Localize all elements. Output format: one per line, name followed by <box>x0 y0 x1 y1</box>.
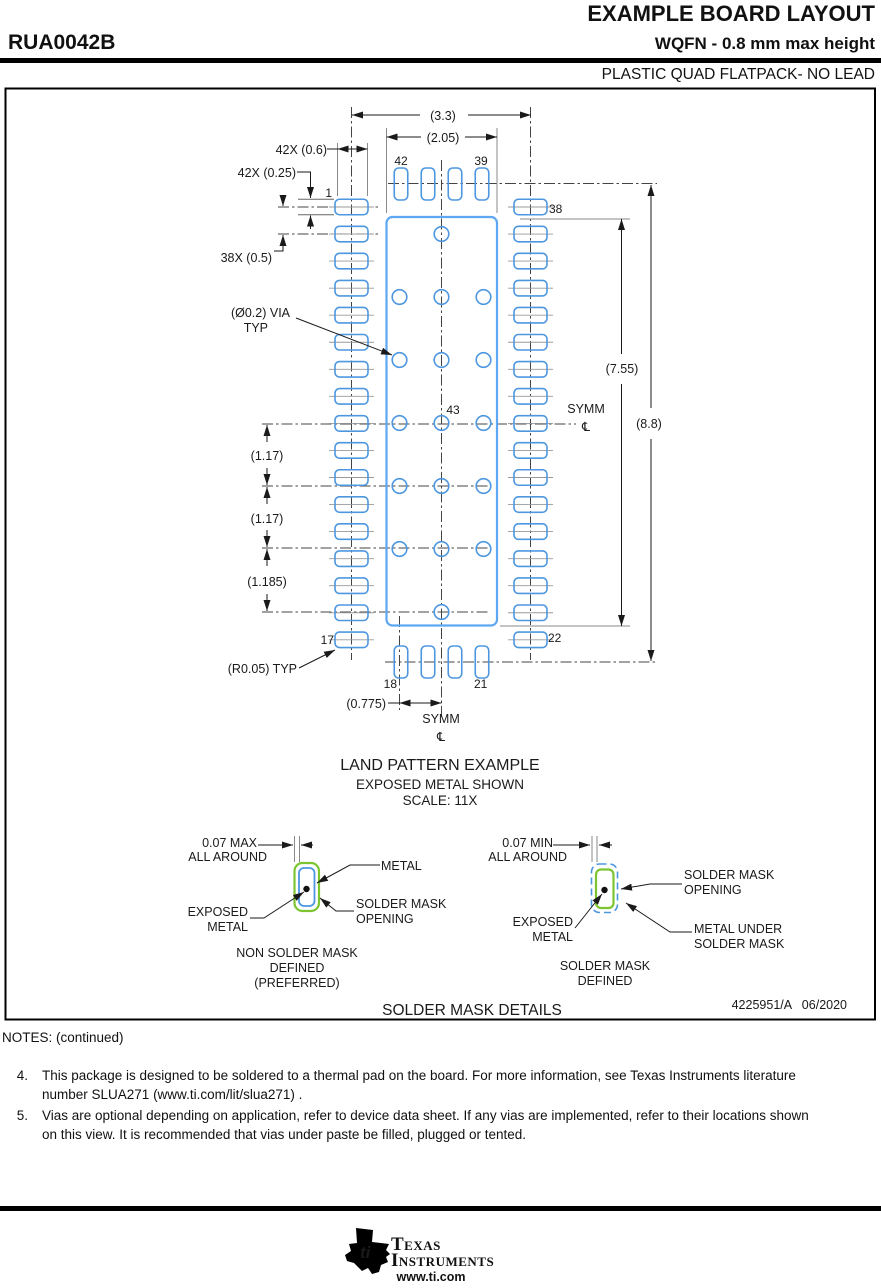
dim-bottom-offset-label: (0.775) <box>346 697 386 711</box>
nsmd-opening-line2: OPENING <box>356 912 414 926</box>
pin-42-label: 42 <box>394 154 408 168</box>
note-number: 5. <box>16 1107 28 1123</box>
symm-label-right: SYMM <box>567 402 605 416</box>
dim-overall-width-label: (3.3) <box>430 109 456 123</box>
ti-logo-icon <box>343 1227 391 1275</box>
smd-caption-line1: SOLDER MASK <box>559 959 651 973</box>
dim-corner-radius-label: (R0.05) TYP <box>227 662 297 676</box>
smd-dim-line1: 0.07 MIN <box>502 836 553 850</box>
note-text: This package is designed to be soldered to a thermal pad on the board. For more information, see Texas Instruments literature number SLUA271 (www.ti.com/lit/slua271) . <box>42 1067 796 1102</box>
via <box>476 290 491 305</box>
pin-22-label: 22 <box>548 631 562 645</box>
note-text: Vias are optional depending on application, refer to device data sheet. If any vias are implemented, refer to their locations shown on this view. It is recommended that vias under paste be filled, plugged or tented. <box>42 1107 809 1142</box>
smd-exposed-line1: EXPOSED <box>512 915 573 929</box>
dim-thermal-height-label: (7.55) <box>605 362 639 376</box>
smd-caption-line2: DEFINED <box>577 974 633 988</box>
nsmd-exposed-line2: METAL <box>207 920 248 934</box>
dim-pad-length-label: 42X (0.6) <box>275 143 327 157</box>
via <box>392 416 407 431</box>
part-number: RUA0042B <box>8 31 116 54</box>
pin-17-label: 17 <box>320 633 334 647</box>
solder-mask-details-title: SOLDER MASK DETAILS <box>382 1002 562 1019</box>
note-number: 4. <box>16 1067 28 1083</box>
via <box>392 353 407 368</box>
nsmd-caption-line3: (PREFERRED) <box>254 976 340 990</box>
smd-dim-line2: ALL AROUND <box>488 850 567 864</box>
via <box>476 353 491 368</box>
page-title: EXAMPLE BOARD LAYOUT <box>587 1 875 26</box>
smd-under-line2: SOLDER MASK <box>694 937 785 951</box>
pin-43-label: 43 <box>446 403 460 417</box>
land-pattern-scale: SCALE: 11X <box>402 793 478 808</box>
dim-thermal-width-label: (2.05) <box>426 131 460 145</box>
land-pattern-subtitle: EXPOSED METAL SHOWN <box>355 777 525 792</box>
smd-under-line1: METAL UNDER <box>694 922 783 936</box>
leader-lines <box>296 318 392 668</box>
pin-1-label: 1 <box>325 186 332 200</box>
package-height-subtitle: WQFN - 0.8 mm max height <box>654 34 875 53</box>
nsmd-exposed-line1: EXPOSED <box>187 905 248 919</box>
centerline-symbol-bottom: ℄ <box>436 730 446 744</box>
dim-via-pitch2-label: (1.17) <box>250 512 284 526</box>
via <box>392 290 407 305</box>
via <box>392 542 407 557</box>
smd-exposed-line2: METAL <box>532 930 573 944</box>
footer-rule <box>0 1206 881 1211</box>
via-note-line2: TYP <box>243 321 268 335</box>
pin-21-label: 21 <box>474 677 488 691</box>
package-type: PLASTIC QUAD FLATPACK- NO LEAD <box>601 66 875 83</box>
via-note-line1: (Ø0.2) VIA <box>230 306 290 320</box>
symm-label-bottom: SYMM <box>422 712 460 726</box>
detail-smd-figure <box>553 836 692 932</box>
smd-exposed-metal-dot <box>601 887 607 893</box>
dim-pad-width-label: 42X (0.25) <box>237 166 296 180</box>
doc-revision-number: 4225951/A 06/2020 <box>731 998 847 1012</box>
dim-via-pitch1-label: (1.17) <box>250 449 284 463</box>
nsmd-dim-line1: 0.07 MAX <box>202 836 257 850</box>
via <box>476 416 491 431</box>
note-item-4 <box>0 1066 875 1105</box>
pin-18-label: 18 <box>383 677 397 691</box>
smd-opening-line2: OPENING <box>684 883 742 897</box>
svg-text:ti: ti <box>360 1243 371 1262</box>
via <box>476 542 491 557</box>
nsmd-caption-line1: NON SOLDER MASK <box>236 946 358 960</box>
notes-section <box>0 1028 875 1146</box>
nsmd-dim-line2: ALL AROUND <box>188 850 267 864</box>
pin-38-label: 38 <box>549 202 563 216</box>
nsmd-caption-line2: DEFINED <box>269 961 325 975</box>
land-pattern-title: LAND PATTERN EXAMPLE <box>340 757 540 774</box>
ti-website-url: www.ti.com <box>396 1270 466 1284</box>
ti-brand-text: Texas Instruments <box>391 1234 495 1271</box>
smd-opening-line1: SOLDER MASK <box>684 868 775 882</box>
centerline-symbol-right: ℄ <box>581 420 591 434</box>
dim-via-pitch3-label: (1.185) <box>247 575 287 589</box>
dim-pad-pitch-label: 38X (0.5) <box>220 251 272 265</box>
nsmd-exposed-metal-dot <box>303 886 309 892</box>
note-item-5 <box>0 1106 875 1145</box>
pin-39-label: 39 <box>474 154 488 168</box>
nsmd-metal-label: METAL <box>381 859 422 873</box>
nsmd-opening-line1: SOLDER MASK <box>356 897 447 911</box>
dim-overall-height-label: (8.8) <box>636 417 662 431</box>
notes-heading: NOTES: (continued) <box>2 1030 124 1045</box>
